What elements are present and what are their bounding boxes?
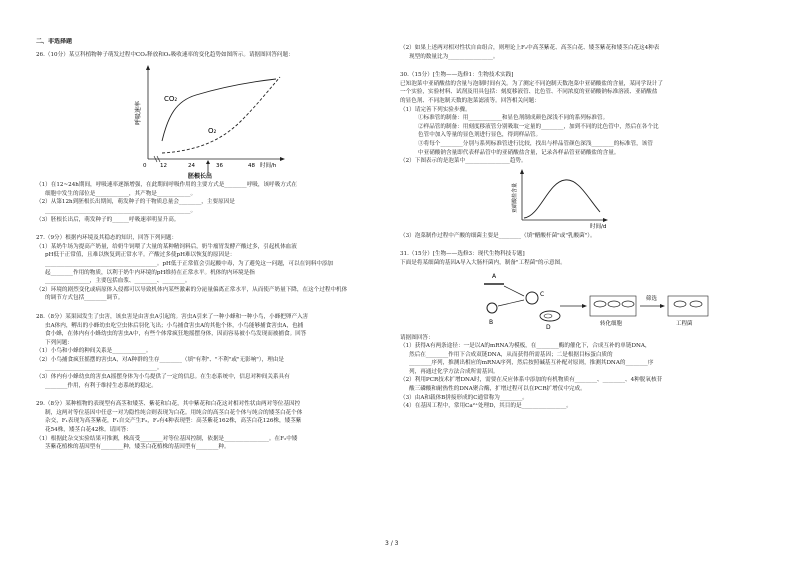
q31-after-6: 酸三磷酸和耐热性的DNA聚合酶，扩增过程可以在PCR扩增仪中完成。	[409, 386, 586, 393]
q26-sub-2b: ____________________________________________________。	[45, 207, 197, 214]
q26-tick-24: 24	[188, 163, 195, 170]
q26-figure	[36, 61, 396, 179]
q31-engineered-box	[668, 296, 708, 316]
q31-arrow-b-c	[498, 300, 524, 306]
q31-label-a: A	[492, 272, 497, 280]
q31-after-3: ________序列，推测出相应的mRNA序列，然后按照碱基互补配对原则，推测其DNA的________序	[409, 360, 654, 367]
q31-label-transformed: 转化细胞	[600, 320, 623, 327]
left-column	[36, 38, 396, 452]
q29-line-2: 杂交，F₁表现为高茎紫花，F₁自交产生F₂，F₂有4种表现型：高茎紫花162株，高茎白花126株，矮茎紫	[45, 418, 302, 425]
q31-host-d-inner	[544, 314, 552, 318]
q30-line-8: ③将每个________分别与系列标准管进行比较，找出与样品管颜色深浅________的标准管，该管	[418, 140, 653, 147]
q27-line-6: （2）环境的剧烈变化或病原体入侵都可以导致机体内某些激素的分泌量偏离正常水平，从而使产奶量下降，在这个过程中机体	[36, 286, 348, 293]
q28-line-7: （3）体内有小蜂幼虫的害虫A摇摆身体为小鸟提供了一定的信息。在生态系统中，信息对种间关系具有	[36, 374, 290, 381]
q29-line-5: 茎紫花植株的基因型有________种，矮茎白花植株的基因型有________种。	[45, 444, 230, 451]
q31-after-5: （2）利用PCR技术扩增DNA时，需要在反应体系中添加的有机物质有________、________、4种脱氧核苷	[400, 377, 663, 384]
q31-line-0: 31.（15分）[生物——选修3：现代生物科技专题]	[400, 251, 525, 258]
q30-after-0: （3）泡菜制作过程中产酸的细菌主要是________（填"醋酸杆菌"或"乳酸菌"）。	[400, 232, 596, 239]
q30-line-4: （1）请完善下列实验步骤。	[400, 106, 471, 113]
q26-series-o2: O₂	[208, 127, 217, 136]
q26-tick-36: 36	[216, 163, 223, 170]
q30-line-2: 一个实验，实验材料、试剂及用具包括：刻度移液管、比色管、不同浓度的亚硝酸钠标准溶液、亚硝酸盐	[400, 89, 658, 96]
q26-ylabel: 呼吸速率	[135, 101, 142, 126]
nitrite-content-chart	[400, 168, 760, 230]
q26-series-co2: CO₂	[164, 95, 178, 104]
q31-after-2: 然后在________作用下合成双链DNA，从而获得所需基因；二是根据目标蛋白质的	[409, 351, 613, 358]
q27-line-0: 27.（9分）根据内环境及其稳态的知识，回答下列问题：	[36, 235, 178, 242]
q31-label-b: B	[489, 318, 494, 326]
section-title: 二、非选择题	[36, 38, 73, 45]
q31-recombinant-c	[526, 292, 538, 304]
q28-line-4: （1）小鸟和小蜂的种间关系是____________。	[36, 348, 152, 355]
q31-host-d	[540, 311, 560, 321]
q30-x-arrow	[603, 218, 608, 222]
q30-line-5: ①标准管的制备：用____________和显色剂制成颜色深浅不同的系列标准管。	[418, 115, 609, 122]
q31-after-0: 请据图回答：	[400, 334, 434, 341]
q26-tick-12: 12	[160, 163, 167, 170]
q26-xlabel: 时间/h	[260, 163, 277, 170]
q27-line-3: ________________________________________。pH低于正常值会引起酸中毒，为了避免这一问题，可以在饲料中添加	[45, 260, 334, 267]
q30-line-1: 已知泡菜中亚硝酸盐的含量与泡制时间有关。为了测定不同泡制天数泡菜中亚硝酸盐的含量，某同学设计了	[400, 80, 663, 87]
q27-line-1: （1）某奶牛场为提高产奶量，给奶牛饲喂了大量的某种精饲料后，奶牛瘤胃发酵产酸过多，引起机体血液	[36, 243, 297, 250]
q31-engineered-cell-2	[690, 301, 702, 307]
q30-figure	[400, 168, 760, 230]
q30-xlabel: 时间/d	[590, 223, 607, 230]
q30-line-6: ②样品管的制备：用刻度移液管分别吸取一定量的________，加到不同的比色管中，然后在各个比	[418, 123, 659, 130]
q27-line-4: 起________作用的物质，以利于奶牛内环境的pH维持在正常水平。机体的内环境是指	[45, 269, 255, 276]
q26-co2-curve	[162, 79, 276, 141]
q31-after-7: （3）由A和载体B拼接形成的C通常称为________。	[400, 394, 528, 401]
q31-after-8: （4）在基因工程中，常用Ca²⁺处理D，其目的是________________。	[400, 403, 572, 410]
q31-line-1: 下面是将某细菌的基因A导入大肠杆菌内，制备"工程菌"的示意图。	[400, 259, 566, 266]
q28-line-0: 28.（8分）某果园发生了虫害，该虫害是由害虫A引起的。害虫A引来了一种小蜂和一种小鸟，小蜂把卵产入害	[36, 313, 309, 320]
q29b-line-1: 现型的数量比为________________。	[409, 53, 499, 60]
q29-line-4: （1）根据此杂交实验结果可推测，株高受________对等位基因控制，依据是________________。在F₂中矮	[36, 435, 298, 442]
q30-line-10: （2）下图表示的是泡菜中________________趋势。	[400, 158, 527, 165]
q26-stem: 26.（10分）某豆科植物种子萌发过程中CO₂释放和O₂吸收速率的变化趋势如图所示。请据图回答问题：	[36, 51, 294, 58]
respiration-rate-chart	[36, 61, 396, 179]
q26-y-arrow	[146, 65, 150, 70]
q30-line-0: 30.（15分）[生物——选修1：生物技术实践]	[400, 72, 514, 79]
q31-label-d: D	[546, 323, 551, 331]
q28-line-2: 食小蜂，在体内有小蜂幼虫的害虫A中，有些个体常疯狂地摇摆身体，因而容易被小鸟发现而被捕食。回答	[45, 331, 307, 338]
q31-engineered-cell-1	[674, 301, 686, 307]
q30-line-7: 色管中加入等量的显色剂进行显色，得到样品管。	[418, 132, 542, 139]
q31-label-c: C	[540, 290, 545, 298]
q31-transformed-box	[590, 296, 636, 316]
page-number: 3 / 3	[385, 540, 399, 547]
q29-line-3: 花54株，矮茎白花42株。请回答：	[45, 427, 132, 434]
q31-after-4: 列，再通过化学方法合成所需基因。	[409, 368, 499, 375]
q31-label-screen: 筛选	[646, 295, 658, 302]
q31-transformed-cell-1	[594, 301, 606, 307]
q26-x-arrow	[280, 157, 285, 161]
q30-line-9: 中亚硝酸钠含量即代表样品管中的亚硝酸盐含量，记录各样品管亚硝酸盐的含量。	[418, 149, 620, 156]
q30-y-arrow	[520, 169, 524, 174]
q27-line-2: pH低于正常值，且难以恢复到正常水平。产酸过多使pH难以恢复的原因是：	[45, 252, 236, 259]
q31-figure	[400, 270, 760, 332]
q28-line-1: 虫A体内，孵出的小蜂幼虫吃空虫体后羽化飞出；小鸟捕食害虫A的其他个体，小鸟能够捕食害虫A，也捕	[45, 322, 304, 329]
q31-arrowhead-1	[582, 304, 587, 308]
q28-line-8: ________作用，有利于维持生态系统的稳定。	[45, 382, 157, 389]
q27-line-5: ________________，主要包括血浆、________、________。	[45, 278, 191, 285]
q30-line-3: 的显色剂、不同泡制天数的泡菜滤液等。回答相关问题：	[400, 97, 540, 104]
q26-caption-arrowhead	[206, 160, 210, 164]
q26-sub-2: （2）从第12h到胚根长出期间，萌发种子的干物质总量会________，主要原因是	[36, 199, 235, 206]
q31-arrowhead-2	[660, 304, 665, 308]
q31-after-1: （1）获得A有两条途径：一是以A的mRNA为模板，在________酶的催化下，合成互补的单链DNA，	[400, 343, 651, 350]
q30-curve	[524, 180, 600, 218]
q31-label-engineered: 工程菌	[676, 320, 693, 327]
q31-plasmid-b	[487, 303, 497, 313]
q26-tick-48: 48	[248, 163, 255, 170]
q27-line-7: 的调节方式包括________调节。	[45, 295, 124, 302]
q26-tick-0: 0	[143, 163, 147, 170]
q29-line-1: 制，这两对等位基因中任意一对为隐性纯合则表现为白花。用纯合的高茎白花个体与纯合的矮茎白花个体	[45, 409, 303, 416]
q26-sub-3: （3）胚根长出后，萌发种子的______呼吸速率明显升高。	[36, 216, 180, 223]
right-column	[400, 44, 760, 411]
q28-line-5: （2）小鸟捕食疯狂摇摆的害虫A，对A种群的生存________（填"有利"、"不利"或"无影响"），理由是	[36, 356, 285, 363]
q31-transformed-cell-3	[622, 301, 634, 307]
q30-ylabel: 亚硝酸盐含量	[512, 182, 518, 213]
q31-arrow-a-c	[504, 286, 524, 296]
q28-line-3: 下列问题：	[45, 339, 73, 346]
engineering-bacteria-diagram	[400, 270, 760, 332]
q31-transformed-cell-2	[608, 301, 620, 307]
q26-sub-1: （1）在12~24h期间，呼吸速率逐渐增强，在此期间呼吸作用的主要方式是________呼吸，该呼吸方式在	[36, 182, 298, 189]
q28-line-6: ________________________________________。	[45, 365, 163, 372]
q26-sub-1b: 细胞中发生的部位是____________，其产物是____________。	[45, 190, 197, 197]
q29b-line-0: （2）如果上述两对相对性状自由组合，则理论上F₂中高茎紫花、高茎白花、矮茎紫花和矮茎白花这4种表	[400, 45, 660, 51]
q29-line-0: 29.（8分）某种植物的表现型有高茎和矮茎、紫花和白花，其中紫花和白花这对相对性状由两对等位基因控	[36, 401, 301, 408]
q26-caption: 胚根长出	[188, 173, 213, 180]
